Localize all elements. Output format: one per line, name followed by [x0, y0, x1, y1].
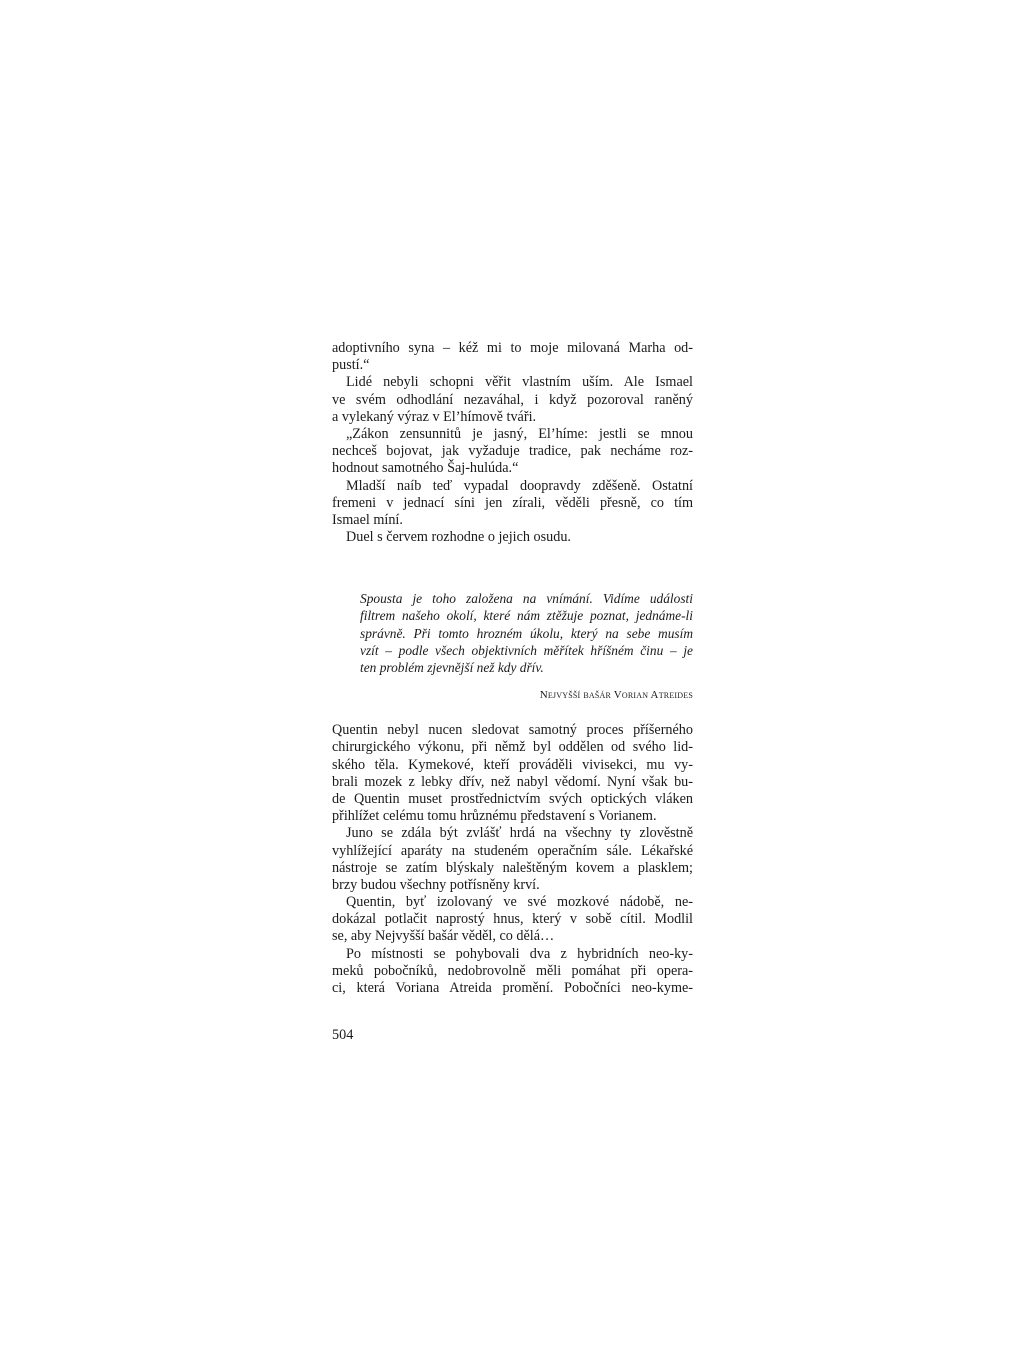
text-line: nechceš bojovat, jak vyžaduje tradice, pak necháme roz-: [332, 443, 693, 460]
paragraph: [332, 426, 693, 478]
epigraph: [332, 590, 693, 702]
epigraph-line: vzít – podle všech objektivních měřítek hříšném činu – je: [360, 642, 693, 658]
text-line: nástroje se zatím blýskaly naleštěným kovem a plasklem;: [332, 859, 693, 876]
text-line: brali mozek z lebky dřív, než nabyl vědomí. Nyní však bu-: [332, 773, 693, 790]
text-line: Mladší naíb teď vypadal doopravdy zděšeně. Ostatní: [346, 477, 693, 494]
body-text-top: [332, 340, 693, 546]
paragraph: [332, 722, 693, 825]
page-number: 504: [332, 1027, 354, 1043]
text-line: „Zákon zensunnitů je jasný, El’híme: jestli se mnou: [346, 425, 693, 442]
paragraph: [332, 340, 693, 374]
text-line: brzy budou všechny potřísněny krví.: [332, 876, 540, 893]
epigraph-line: Spousta je toho založena na vnímání. Vidíme události: [360, 591, 693, 607]
paragraph: [332, 374, 693, 426]
text-line: Juno se zdála být zvlášť hrdá na všechny ty zlověstně: [346, 825, 693, 842]
text-line: ve svém odhodlání nezaváhal, i když pozoroval raněný: [332, 391, 693, 408]
text-line: meků pobočníků, nedobrovolně měli pomáhat při opera-: [332, 962, 693, 979]
epigraph-line: ten problém zjevnější než kdy dřív.: [360, 660, 544, 675]
text-line: dokázal potlačit naprostý hnus, který v sobě cítil. Modlil: [332, 911, 693, 928]
paragraph: [332, 478, 693, 530]
text-line: se, aby Nejvyšší bašár věděl, co dělá…: [332, 928, 555, 945]
text-line: Lidé nebyli schopni věřit vlastním uším. Ale Ismael: [346, 374, 693, 391]
book-page-text: [332, 340, 693, 997]
text-line: de Quentin muset prostřednictvím svých optických vláken: [332, 790, 693, 807]
paragraph: [332, 946, 693, 998]
text-line: ci, která Voriana Atreida promění. Pobočníci neo-kyme-: [332, 980, 693, 996]
epigraph-line: správně. Při tomto hrozném úkolu, který na sebe musím: [360, 625, 693, 641]
epigraph-quote: [360, 590, 693, 676]
text-line: a vylekaný výraz v El’hímově tváři.: [332, 408, 537, 425]
epigraph-attribution: Nejvyšší bašár Vorian Atreides: [539, 689, 693, 702]
body-text-bottom: [332, 722, 693, 997]
text-line: Duel s červem rozhodne o jejich osudu.: [346, 529, 571, 546]
paragraph: [332, 825, 693, 894]
text-line: hodnout samotného Šaj-hulúda.“: [332, 460, 519, 477]
text-line: přihlížet celému tomu hrůznému představení s Vorianem.: [332, 808, 657, 825]
text-line: fremeni v jednací síni jen zírali, věděli přesně, co tím: [332, 494, 693, 511]
text-line: ského těla. Kymekové, kteří prováděli vivisekci, mu vy-: [332, 756, 693, 773]
text-line: adoptivního syna – kéž mi to moje milovaná Marha od-: [332, 340, 693, 356]
text-line: Quentin nebyl nucen sledovat samotný proces příšerného: [332, 722, 693, 739]
paragraph: [332, 529, 693, 546]
text-line: pustí.“: [332, 357, 370, 374]
text-line: Po místnosti se pohybovali dva z hybridních neo-ky-: [346, 945, 693, 962]
text-line: chirurgického výkonu, při němž byl oddělen od svého lid-: [332, 739, 693, 756]
epigraph-line: filtrem našeho okolí, které nám ztěžuje poznat, jednáme-li: [360, 608, 693, 624]
text-line: Quentin, byť izolovaný ve své mozkové nádobě, ne-: [346, 894, 693, 911]
text-line: Ismael míní.: [332, 511, 403, 528]
text-line: vyhlížející aparáty na studeném operačním sále. Lékařské: [332, 842, 693, 859]
paragraph: [332, 894, 693, 946]
